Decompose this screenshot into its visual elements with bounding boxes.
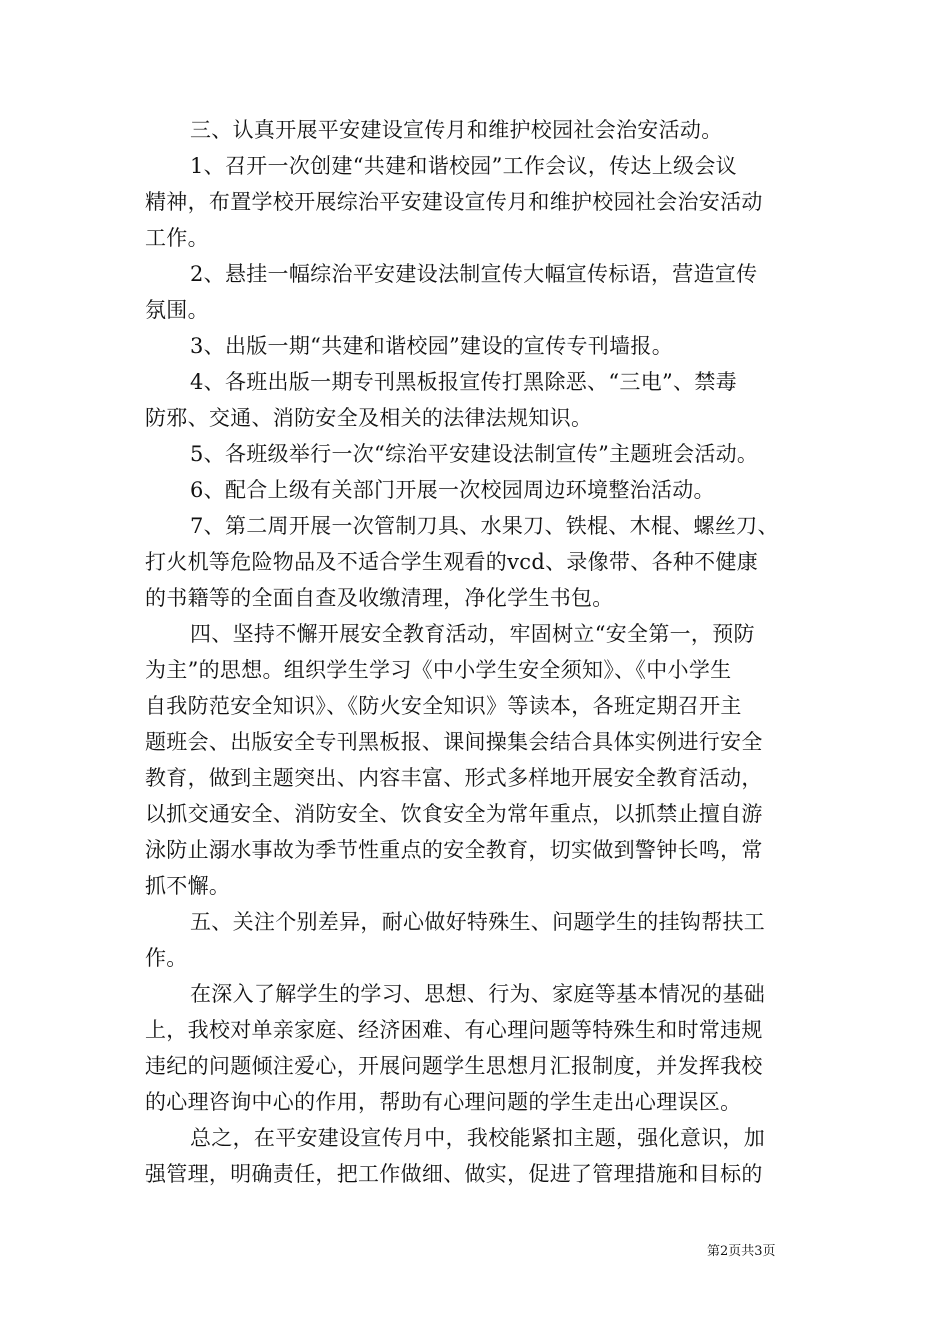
text-line: 泳防止溺水事故为季节性重点的安全教育，切实做到警钟长鸣，常 — [145, 838, 763, 862]
text-line: 6、配合上级有关部门开展一次校园周边环境整治活动。 — [190, 478, 715, 502]
text-line: 2、悬挂一幅综治平安建设法制宣传大幅宣传标语，营造宣传 — [190, 262, 758, 286]
text-line: 5、各班级举行一次“综治平安建设法制宣传”主题班会活动。 — [190, 442, 759, 466]
text-line: 上，我校对单亲家庭、经济困难、有心理问题等特殊生和时常违规 — [145, 1018, 763, 1042]
text-line: 7、第二周开展一次管制刀具、水果刀、铁棍、木棍、螺丝刀、 — [190, 514, 779, 538]
text-line: 在深入了解学生的学习、思想、行为、家庭等基本情况的基础 — [190, 982, 766, 1006]
text-line: 作。 — [145, 946, 188, 970]
text-line: 抓不懈。 — [145, 874, 231, 898]
text-line: 工作。 — [145, 226, 209, 250]
page-number: 第2页共3页 — [707, 1244, 776, 1259]
text-line: 的书籍等的全面自查及收缴清理，净化学生书包。 — [145, 586, 614, 610]
text-line: 强管理，明确责任，把工作做细、做实，促进了管理措施和目标的 — [145, 1162, 763, 1186]
text-line: 4、各班出版一期专刊黑板报宣传打黑除恶、“三电”、禁毒 — [190, 370, 737, 394]
text-line: 为主”的思想。组织学生学习《中小学生安全须知》、《中小学生 — [145, 658, 732, 682]
text-line: 三、认真开展平安建设宣传月和维护校园社会治安活动。 — [190, 118, 723, 142]
text-line: 精神，布置学校开展综治平安建设宣传月和维护校园社会治安活动 — [145, 190, 763, 214]
text-line: 的心理咨询中心的作用，帮助有心理问题的学生走出心理误区。 — [145, 1090, 742, 1114]
text-line: 总之，在平安建设宣传月中，我校能紧扣主题，强化意识，加 — [190, 1126, 766, 1150]
text-line: 五、关注个别差异，耐心做好特殊生、问题学生的挂钩帮扶工 — [190, 910, 766, 934]
text-line: 四、坚持不懈开展安全教育活动，牢固树立“安全第一，预防 — [190, 622, 755, 646]
document-body — [145, 112, 810, 1192]
text-line: 题班会、出版安全专刊黑板报、课间操集会结合具体实例进行安全 — [145, 730, 763, 754]
text-line: 3、出版一期“共建和谐校园”建设的宣传专刊墙报。 — [190, 334, 674, 358]
text-line: 防邪、交通、消防安全及相关的法律法规知识。 — [145, 406, 593, 430]
text-line: 打火机等危险物品及不适合学生观看的vcd、录像带、各种不健康 — [145, 550, 759, 574]
text-line: 违纪的问题倾注爱心，开展问题学生思想月汇报制度，并发挥我校 — [145, 1054, 763, 1078]
text-line: 氛围。 — [145, 298, 209, 322]
text-line: 1、召开一次创建“共建和谐校园”工作会议，传达上级会议 — [190, 154, 737, 178]
text-line: 教育，做到主题突出、内容丰富、形式多样地开展安全教育活动， — [145, 766, 763, 790]
text-line: 以抓交通安全、消防安全、饮食安全为常年重点，以抓禁止擅自游 — [145, 802, 763, 826]
text-line: 自我防范安全知识》、《防火安全知识》等读本，各班定期召开主 — [145, 694, 742, 718]
